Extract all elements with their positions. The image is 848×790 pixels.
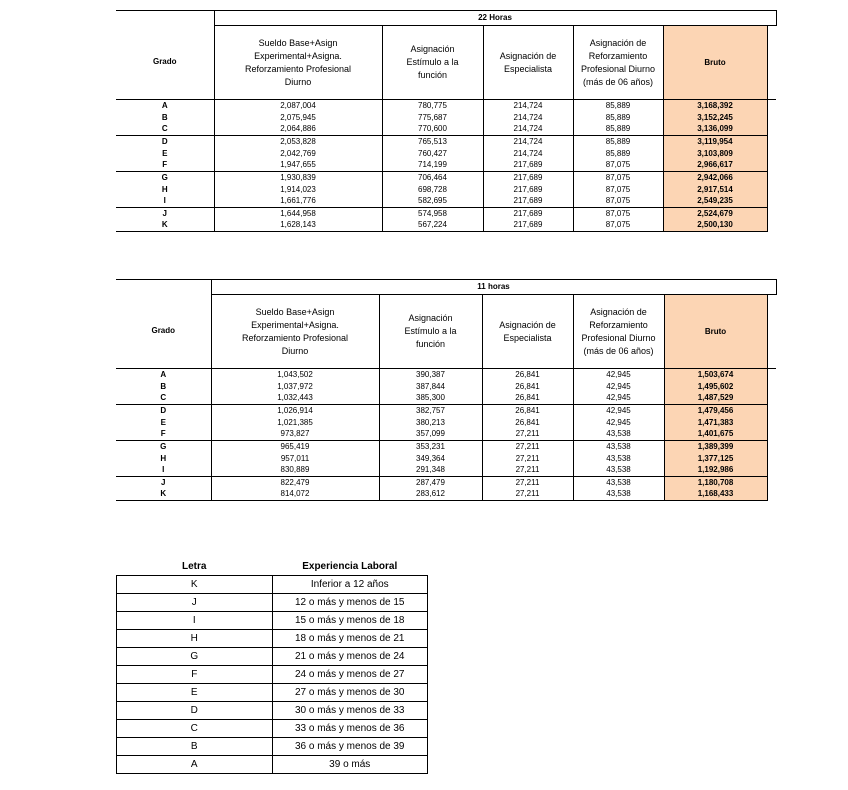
bruto-cell: 3,103,809 bbox=[663, 148, 767, 160]
sueldo-cell: 2,053,828 bbox=[214, 136, 382, 148]
sueldo-cell: 1,043,502 bbox=[211, 369, 379, 381]
letra-cell: A bbox=[117, 756, 273, 774]
spacer-cell bbox=[767, 405, 776, 417]
estimulo-cell: 287,479 bbox=[379, 477, 482, 489]
spacer-cell bbox=[767, 136, 776, 148]
especialista-cell: 27,211 bbox=[482, 477, 573, 489]
table-row bbox=[117, 702, 428, 720]
estimulo-cell: 382,757 bbox=[379, 405, 482, 417]
grado-cell: C bbox=[116, 393, 211, 405]
spacer-cell bbox=[767, 172, 776, 184]
grado-cell: B bbox=[116, 381, 211, 393]
grado-cell: G bbox=[116, 441, 211, 453]
column-header-estimulo: Asignación Estímulo a la función bbox=[382, 26, 483, 100]
table-row bbox=[116, 381, 776, 393]
especialista-cell: 214,724 bbox=[483, 136, 573, 148]
column-header-estimulo: Asignación Estímulo a la función bbox=[379, 295, 482, 369]
sueldo-cell: 1,947,655 bbox=[214, 160, 382, 172]
bruto-cell: 1,180,708 bbox=[664, 477, 767, 489]
column-header-grado: Grado bbox=[116, 26, 214, 100]
table-row bbox=[116, 477, 776, 489]
reforzamiento-cell: 43,538 bbox=[573, 429, 664, 441]
spacer-cell bbox=[767, 417, 776, 429]
bruto-cell: 3,168,392 bbox=[663, 100, 767, 112]
table-title: 22 Horas bbox=[214, 11, 776, 26]
sueldo-cell: 957,011 bbox=[211, 453, 379, 465]
table-row bbox=[117, 738, 428, 756]
estimulo-cell: 387,844 bbox=[379, 381, 482, 393]
reforzamiento-cell: 42,945 bbox=[573, 417, 664, 429]
spacer-cell bbox=[767, 100, 776, 112]
letra-cell: E bbox=[117, 684, 273, 702]
column-header-bruto: Bruto bbox=[664, 295, 767, 369]
especialista-cell: 26,841 bbox=[482, 417, 573, 429]
estimulo-cell: 567,224 bbox=[382, 220, 483, 232]
column-header-especialista: Asignación de Especialista bbox=[482, 295, 573, 369]
salary-table-11-horas bbox=[116, 279, 777, 501]
bruto-cell: 1,401,675 bbox=[664, 429, 767, 441]
table-row bbox=[117, 612, 428, 630]
spacer-cell bbox=[767, 160, 776, 172]
reforzamiento-cell: 87,075 bbox=[573, 184, 663, 196]
table-body bbox=[117, 576, 428, 774]
especialista-cell: 26,841 bbox=[482, 405, 573, 417]
reforzamiento-cell: 43,538 bbox=[573, 441, 664, 453]
letra-cell: H bbox=[117, 630, 273, 648]
reforzamiento-cell: 42,945 bbox=[573, 405, 664, 417]
bruto-cell: 2,966,617 bbox=[663, 160, 767, 172]
table-row bbox=[116, 393, 776, 405]
sueldo-cell: 1,661,776 bbox=[214, 196, 382, 208]
sueldo-cell: 1,628,143 bbox=[214, 220, 382, 232]
sueldo-cell: 1,930,839 bbox=[214, 172, 382, 184]
sueldo-cell: 814,072 bbox=[211, 489, 379, 501]
table-row bbox=[116, 172, 776, 184]
spacer-cell bbox=[767, 393, 776, 405]
reforzamiento-cell: 85,889 bbox=[573, 100, 663, 112]
table-row bbox=[116, 184, 776, 196]
estimulo-cell: 574,958 bbox=[382, 208, 483, 220]
bruto-cell: 1,192,986 bbox=[664, 465, 767, 477]
table-row bbox=[116, 417, 776, 429]
table-row bbox=[117, 594, 428, 612]
experiencia-cell: 27 o más y menos de 30 bbox=[272, 684, 428, 702]
table-row bbox=[116, 196, 776, 208]
column-header-letra: Letra bbox=[117, 558, 273, 576]
estimulo-cell: 760,427 bbox=[382, 148, 483, 160]
table-row bbox=[116, 136, 776, 148]
grado-cell: J bbox=[116, 208, 214, 220]
reforzamiento-cell: 42,945 bbox=[573, 393, 664, 405]
grado-cell: D bbox=[116, 136, 214, 148]
experiencia-cell: 33 o más y menos de 36 bbox=[272, 720, 428, 738]
experiencia-cell: 39 o más bbox=[272, 756, 428, 774]
reforzamiento-cell: 87,075 bbox=[573, 172, 663, 184]
spacer-cell bbox=[767, 112, 776, 124]
spacer-cell bbox=[767, 369, 776, 381]
letra-cell: F bbox=[117, 666, 273, 684]
bruto-cell: 2,942,066 bbox=[663, 172, 767, 184]
table-row bbox=[116, 148, 776, 160]
especialista-cell: 217,689 bbox=[483, 220, 573, 232]
table-row bbox=[116, 489, 776, 501]
especialista-cell: 27,211 bbox=[482, 441, 573, 453]
spacer-cell bbox=[767, 148, 776, 160]
reforzamiento-cell: 43,538 bbox=[573, 477, 664, 489]
spacer-cell bbox=[767, 208, 776, 220]
estimulo-cell: 714,199 bbox=[382, 160, 483, 172]
column-header-bruto: Bruto bbox=[663, 26, 767, 100]
reforzamiento-cell: 85,889 bbox=[573, 136, 663, 148]
bruto-cell: 1,377,125 bbox=[664, 453, 767, 465]
grado-cell: D bbox=[116, 405, 211, 417]
especialista-cell: 214,724 bbox=[483, 100, 573, 112]
bruto-cell: 1,471,383 bbox=[664, 417, 767, 429]
spacer-cell bbox=[767, 441, 776, 453]
table-title: 11 horas bbox=[211, 280, 776, 295]
especialista-cell: 217,689 bbox=[483, 208, 573, 220]
grado-cell: I bbox=[116, 465, 211, 477]
bruto-cell: 1,503,674 bbox=[664, 369, 767, 381]
grado-cell: J bbox=[116, 477, 211, 489]
spacer-cell bbox=[767, 220, 776, 232]
grado-cell: E bbox=[116, 417, 211, 429]
table-row bbox=[116, 100, 776, 112]
sueldo-cell: 2,042,769 bbox=[214, 148, 382, 160]
grado-cell: B bbox=[116, 112, 214, 124]
especialista-cell: 214,724 bbox=[483, 112, 573, 124]
table-row bbox=[116, 429, 776, 441]
estimulo-cell: 390,387 bbox=[379, 369, 482, 381]
bruto-cell: 3,136,099 bbox=[663, 124, 767, 136]
sueldo-cell: 2,087,004 bbox=[214, 100, 382, 112]
bruto-cell: 2,524,679 bbox=[663, 208, 767, 220]
table-row bbox=[116, 220, 776, 232]
table-row bbox=[117, 666, 428, 684]
bruto-cell: 1,479,456 bbox=[664, 405, 767, 417]
especialista-cell: 217,689 bbox=[483, 160, 573, 172]
grado-cell: H bbox=[116, 453, 211, 465]
spacer-cell bbox=[767, 477, 776, 489]
especialista-cell: 214,724 bbox=[483, 124, 573, 136]
experiencia-cell: Inferior a 12 años bbox=[272, 576, 428, 594]
grado-cell: C bbox=[116, 124, 214, 136]
estimulo-cell: 349,364 bbox=[379, 453, 482, 465]
table-row bbox=[117, 684, 428, 702]
especialista-cell: 27,211 bbox=[482, 465, 573, 477]
bruto-cell: 3,119,954 bbox=[663, 136, 767, 148]
estimulo-cell: 582,695 bbox=[382, 196, 483, 208]
grado-cell: F bbox=[116, 429, 211, 441]
corner-cell bbox=[116, 11, 214, 26]
estimulo-cell: 380,213 bbox=[379, 417, 482, 429]
table-row bbox=[116, 453, 776, 465]
column-header-experiencia: Experiencia Laboral bbox=[272, 558, 428, 576]
experiencia-cell: 36 o más y menos de 39 bbox=[272, 738, 428, 756]
table-row bbox=[117, 630, 428, 648]
estimulo-cell: 353,231 bbox=[379, 441, 482, 453]
estimulo-cell: 780,775 bbox=[382, 100, 483, 112]
spacer-cell bbox=[767, 295, 776, 369]
especialista-cell: 27,211 bbox=[482, 489, 573, 501]
sueldo-cell: 1,644,958 bbox=[214, 208, 382, 220]
experiencia-cell: 21 o más y menos de 24 bbox=[272, 648, 428, 666]
spacer-cell bbox=[767, 381, 776, 393]
table-row bbox=[117, 756, 428, 774]
spacer-cell bbox=[767, 196, 776, 208]
bruto-cell: 1,168,433 bbox=[664, 489, 767, 501]
table-row bbox=[117, 720, 428, 738]
letra-cell: D bbox=[117, 702, 273, 720]
table-row bbox=[116, 441, 776, 453]
estimulo-cell: 775,687 bbox=[382, 112, 483, 124]
especialista-cell: 27,211 bbox=[482, 453, 573, 465]
sueldo-cell: 1,914,023 bbox=[214, 184, 382, 196]
spacer-cell bbox=[767, 26, 776, 100]
estimulo-cell: 706,464 bbox=[382, 172, 483, 184]
especialista-cell: 217,689 bbox=[483, 196, 573, 208]
grado-cell: G bbox=[116, 172, 214, 184]
column-header-reforzamiento: Asignación de Reforzamiento Profesional Diurno (más de 06 años) bbox=[573, 295, 664, 369]
reforzamiento-cell: 85,889 bbox=[573, 124, 663, 136]
reforzamiento-cell: 43,538 bbox=[573, 453, 664, 465]
letra-cell: G bbox=[117, 648, 273, 666]
estimulo-cell: 385,300 bbox=[379, 393, 482, 405]
especialista-cell: 217,689 bbox=[483, 172, 573, 184]
letra-cell: K bbox=[117, 576, 273, 594]
experience-table bbox=[116, 558, 428, 774]
column-header-sueldo: Sueldo Base+Asign Experimental+Asigna. Reforzamiento Profesional Diurno bbox=[214, 26, 382, 100]
reforzamiento-cell: 87,075 bbox=[573, 208, 663, 220]
reforzamiento-cell: 85,889 bbox=[573, 112, 663, 124]
reforzamiento-cell: 87,075 bbox=[573, 220, 663, 232]
experiencia-cell: 18 o más y menos de 21 bbox=[272, 630, 428, 648]
grado-cell: F bbox=[116, 160, 214, 172]
spacer-cell bbox=[767, 124, 776, 136]
corner-cell bbox=[116, 280, 211, 295]
letra-cell: B bbox=[117, 738, 273, 756]
table-body bbox=[116, 100, 776, 232]
estimulo-cell: 770,600 bbox=[382, 124, 483, 136]
estimulo-cell: 698,728 bbox=[382, 184, 483, 196]
table-row bbox=[117, 648, 428, 666]
spacer-cell bbox=[767, 465, 776, 477]
grado-cell: I bbox=[116, 196, 214, 208]
spacer-cell bbox=[767, 184, 776, 196]
especialista-cell: 26,841 bbox=[482, 369, 573, 381]
bruto-cell: 2,917,514 bbox=[663, 184, 767, 196]
especialista-cell: 26,841 bbox=[482, 393, 573, 405]
bruto-cell: 1,487,529 bbox=[664, 393, 767, 405]
spacer-cell bbox=[767, 429, 776, 441]
sueldo-cell: 830,889 bbox=[211, 465, 379, 477]
reforzamiento-cell: 42,945 bbox=[573, 381, 664, 393]
grado-cell: K bbox=[116, 489, 211, 501]
sueldo-cell: 1,032,443 bbox=[211, 393, 379, 405]
table-row bbox=[116, 465, 776, 477]
reforzamiento-cell: 43,538 bbox=[573, 465, 664, 477]
especialista-cell: 217,689 bbox=[483, 184, 573, 196]
reforzamiento-cell: 87,075 bbox=[573, 196, 663, 208]
grado-cell: A bbox=[116, 100, 214, 112]
column-header-reforzamiento: Asignación de Reforzamiento Profesional Diurno (más de 06 años) bbox=[573, 26, 663, 100]
estimulo-cell: 291,348 bbox=[379, 465, 482, 477]
sueldo-cell: 965,419 bbox=[211, 441, 379, 453]
estimulo-cell: 357,099 bbox=[379, 429, 482, 441]
especialista-cell: 27,211 bbox=[482, 429, 573, 441]
letra-cell: I bbox=[117, 612, 273, 630]
column-header-especialista: Asignación de Especialista bbox=[483, 26, 573, 100]
table-row bbox=[117, 576, 428, 594]
table-row bbox=[116, 405, 776, 417]
especialista-cell: 214,724 bbox=[483, 148, 573, 160]
table-row bbox=[116, 160, 776, 172]
grado-cell: E bbox=[116, 148, 214, 160]
table-row bbox=[116, 369, 776, 381]
table-body bbox=[116, 369, 776, 501]
bruto-cell: 2,500,130 bbox=[663, 220, 767, 232]
sueldo-cell: 1,021,385 bbox=[211, 417, 379, 429]
letra-cell: C bbox=[117, 720, 273, 738]
sueldo-cell: 1,037,972 bbox=[211, 381, 379, 393]
bruto-cell: 1,495,602 bbox=[664, 381, 767, 393]
column-header-sueldo: Sueldo Base+Asign Experimental+Asigna. Reforzamiento Profesional Diurno bbox=[211, 295, 379, 369]
estimulo-cell: 765,513 bbox=[382, 136, 483, 148]
table-row bbox=[116, 124, 776, 136]
experiencia-cell: 12 o más y menos de 15 bbox=[272, 594, 428, 612]
bruto-cell: 1,389,399 bbox=[664, 441, 767, 453]
reforzamiento-cell: 87,075 bbox=[573, 160, 663, 172]
experiencia-cell: 24 o más y menos de 27 bbox=[272, 666, 428, 684]
salary-table-22-horas bbox=[116, 10, 777, 232]
grado-cell: K bbox=[116, 220, 214, 232]
spacer-cell bbox=[767, 453, 776, 465]
experiencia-cell: 15 o más y menos de 18 bbox=[272, 612, 428, 630]
sueldo-cell: 1,026,914 bbox=[211, 405, 379, 417]
column-header-grado: Grado bbox=[116, 295, 211, 369]
letra-cell: J bbox=[117, 594, 273, 612]
especialista-cell: 26,841 bbox=[482, 381, 573, 393]
reforzamiento-cell: 42,945 bbox=[573, 369, 664, 381]
reforzamiento-cell: 85,889 bbox=[573, 148, 663, 160]
table-row bbox=[116, 112, 776, 124]
reforzamiento-cell: 43,538 bbox=[573, 489, 664, 501]
bruto-cell: 2,549,235 bbox=[663, 196, 767, 208]
table-row bbox=[116, 208, 776, 220]
sueldo-cell: 2,064,886 bbox=[214, 124, 382, 136]
spacer-cell bbox=[767, 489, 776, 501]
experiencia-cell: 30 o más y menos de 33 bbox=[272, 702, 428, 720]
grado-cell: A bbox=[116, 369, 211, 381]
sueldo-cell: 822,479 bbox=[211, 477, 379, 489]
sueldo-cell: 973,827 bbox=[211, 429, 379, 441]
bruto-cell: 3,152,245 bbox=[663, 112, 767, 124]
estimulo-cell: 283,612 bbox=[379, 489, 482, 501]
sueldo-cell: 2,075,945 bbox=[214, 112, 382, 124]
grado-cell: H bbox=[116, 184, 214, 196]
